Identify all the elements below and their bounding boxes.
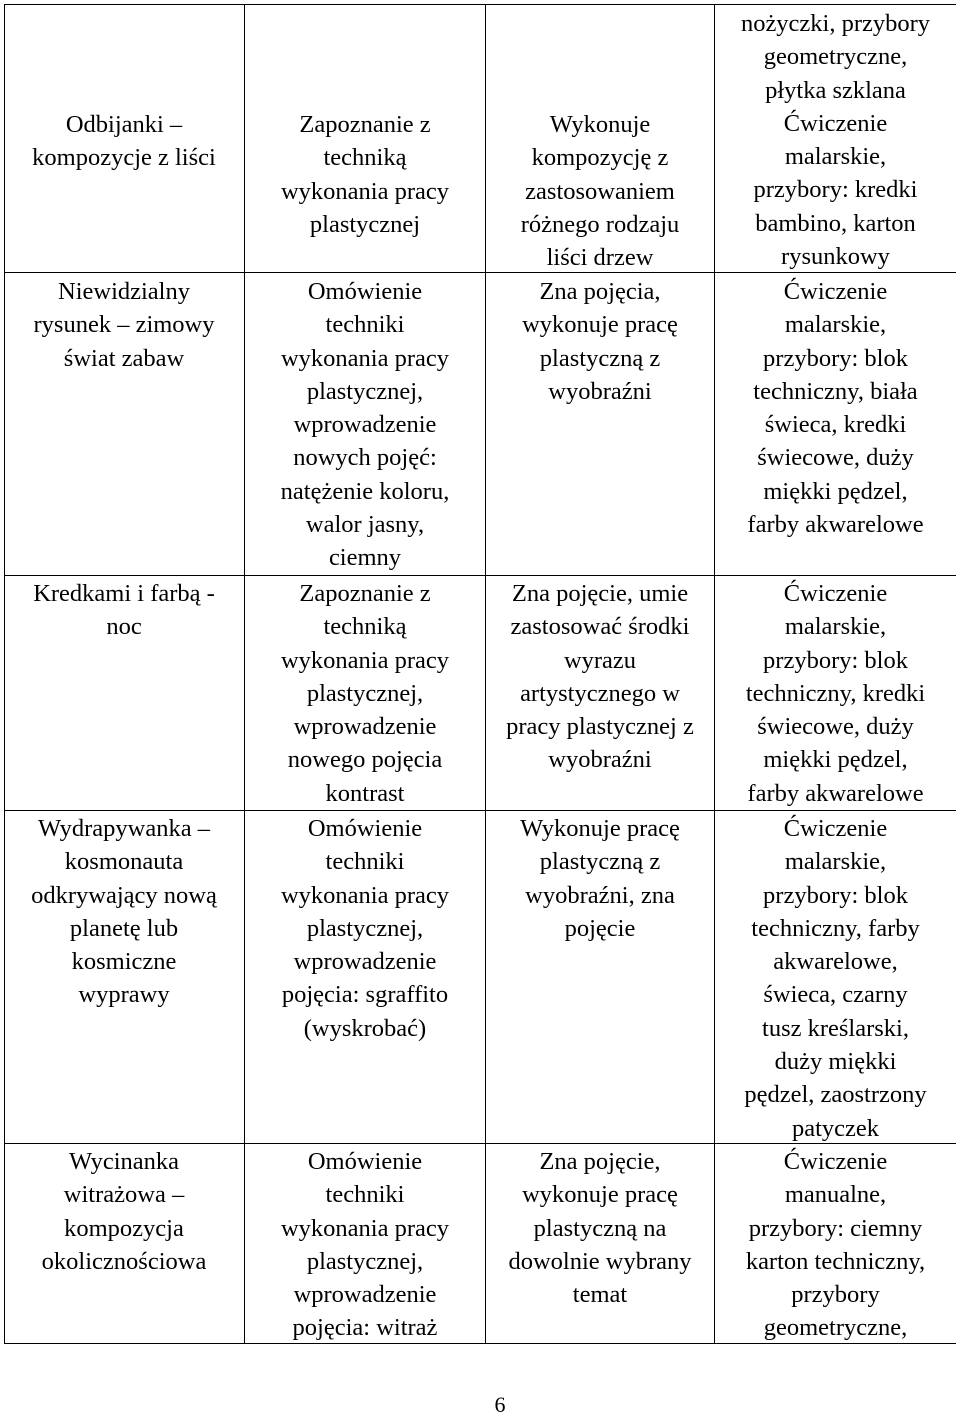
row-divider — [4, 810, 956, 811]
content-cell: Omówienie techniki wykonania pracy plastycznej, wprowadzenie pojęcia: witraż — [280, 1148, 450, 1342]
materials-cell: Ćwiczenie malarskie, przybory: blok techniczny, biała świeca, kredki świecowe, duży miękki pędzel, farby akwarelowe — [747, 278, 924, 539]
topic-cell: Kredkami i farbą - noc — [33, 580, 215, 641]
outcome-cell: Wykonuje kompozycję z zastosowaniem różnego rodzaju liści drzew — [520, 111, 680, 272]
outcome-cell: Wykonuje pracę plastyczną z wyobraźni, zna pojęcie — [520, 815, 680, 942]
content-cell: Zapoznanie z techniką wykonania pracy plastycznej, wprowadzenie nowego pojęcia kontrast — [280, 580, 450, 807]
row-divider — [4, 575, 956, 576]
topic-cell: Niewidzialny rysunek – zimowy świat zabaw — [33, 278, 215, 372]
materials-cell: Ćwiczenie malarskie, przybory: blok techniczny, farby akwarelowe, świeca, czarny tusz kreślarski, duży miękki pędzel, zaostrzony patyczek — [744, 815, 927, 1142]
topic-cell: Odbijanki – kompozycje z liści — [32, 111, 216, 172]
outcome-cell: Zna pojęcie, umie zastosować środki wyrazu artystycznego w pracy plastycznej z wyobraźni — [506, 580, 694, 774]
outcome-cell: Zna pojęcia, wykonuje pracę plastyczną z wyobraźni — [522, 278, 678, 405]
content-cell: Omówienie techniki wykonania pracy plastycznej, wprowadzenie nowych pojęć: natężenie koloru, walor jasny, ciemny — [280, 278, 450, 572]
page-number: 6 — [494, 1392, 506, 1417]
content-cell: Omówienie techniki wykonania pracy plastycznej, wprowadzenie pojęcia: sgraffito (wyskrobać) — [280, 815, 450, 1042]
topic-cell: Wydrapywanka – kosmonauta odkrywający nową planetę lub kosmiczne wyprawy — [31, 815, 217, 1009]
materials-cell: nożyczki, przybory geometryczne, płytka szklana Ćwiczenie malarskie, przybory: kredki bambino, karton rysunkowy — [740, 10, 931, 271]
content-cell: Zapoznanie z techniką wykonania pracy plastycznej — [280, 111, 450, 238]
materials-cell: Ćwiczenie manualne, przybory: ciemny karton techniczny, przybory geometryczne, — [745, 1148, 926, 1342]
outcome-cell: Zna pojęcie, wykonuje pracę plastyczną na dowolnie wybrany temat — [508, 1148, 692, 1309]
topic-cell: Wycinanka witrażowa – kompozycja okolicznościowa — [41, 1148, 207, 1275]
materials-cell: Ćwiczenie malarskie, przybory: blok techniczny, kredki świecowe, duży miękki pędzel, farby akwarelowe — [745, 580, 926, 807]
